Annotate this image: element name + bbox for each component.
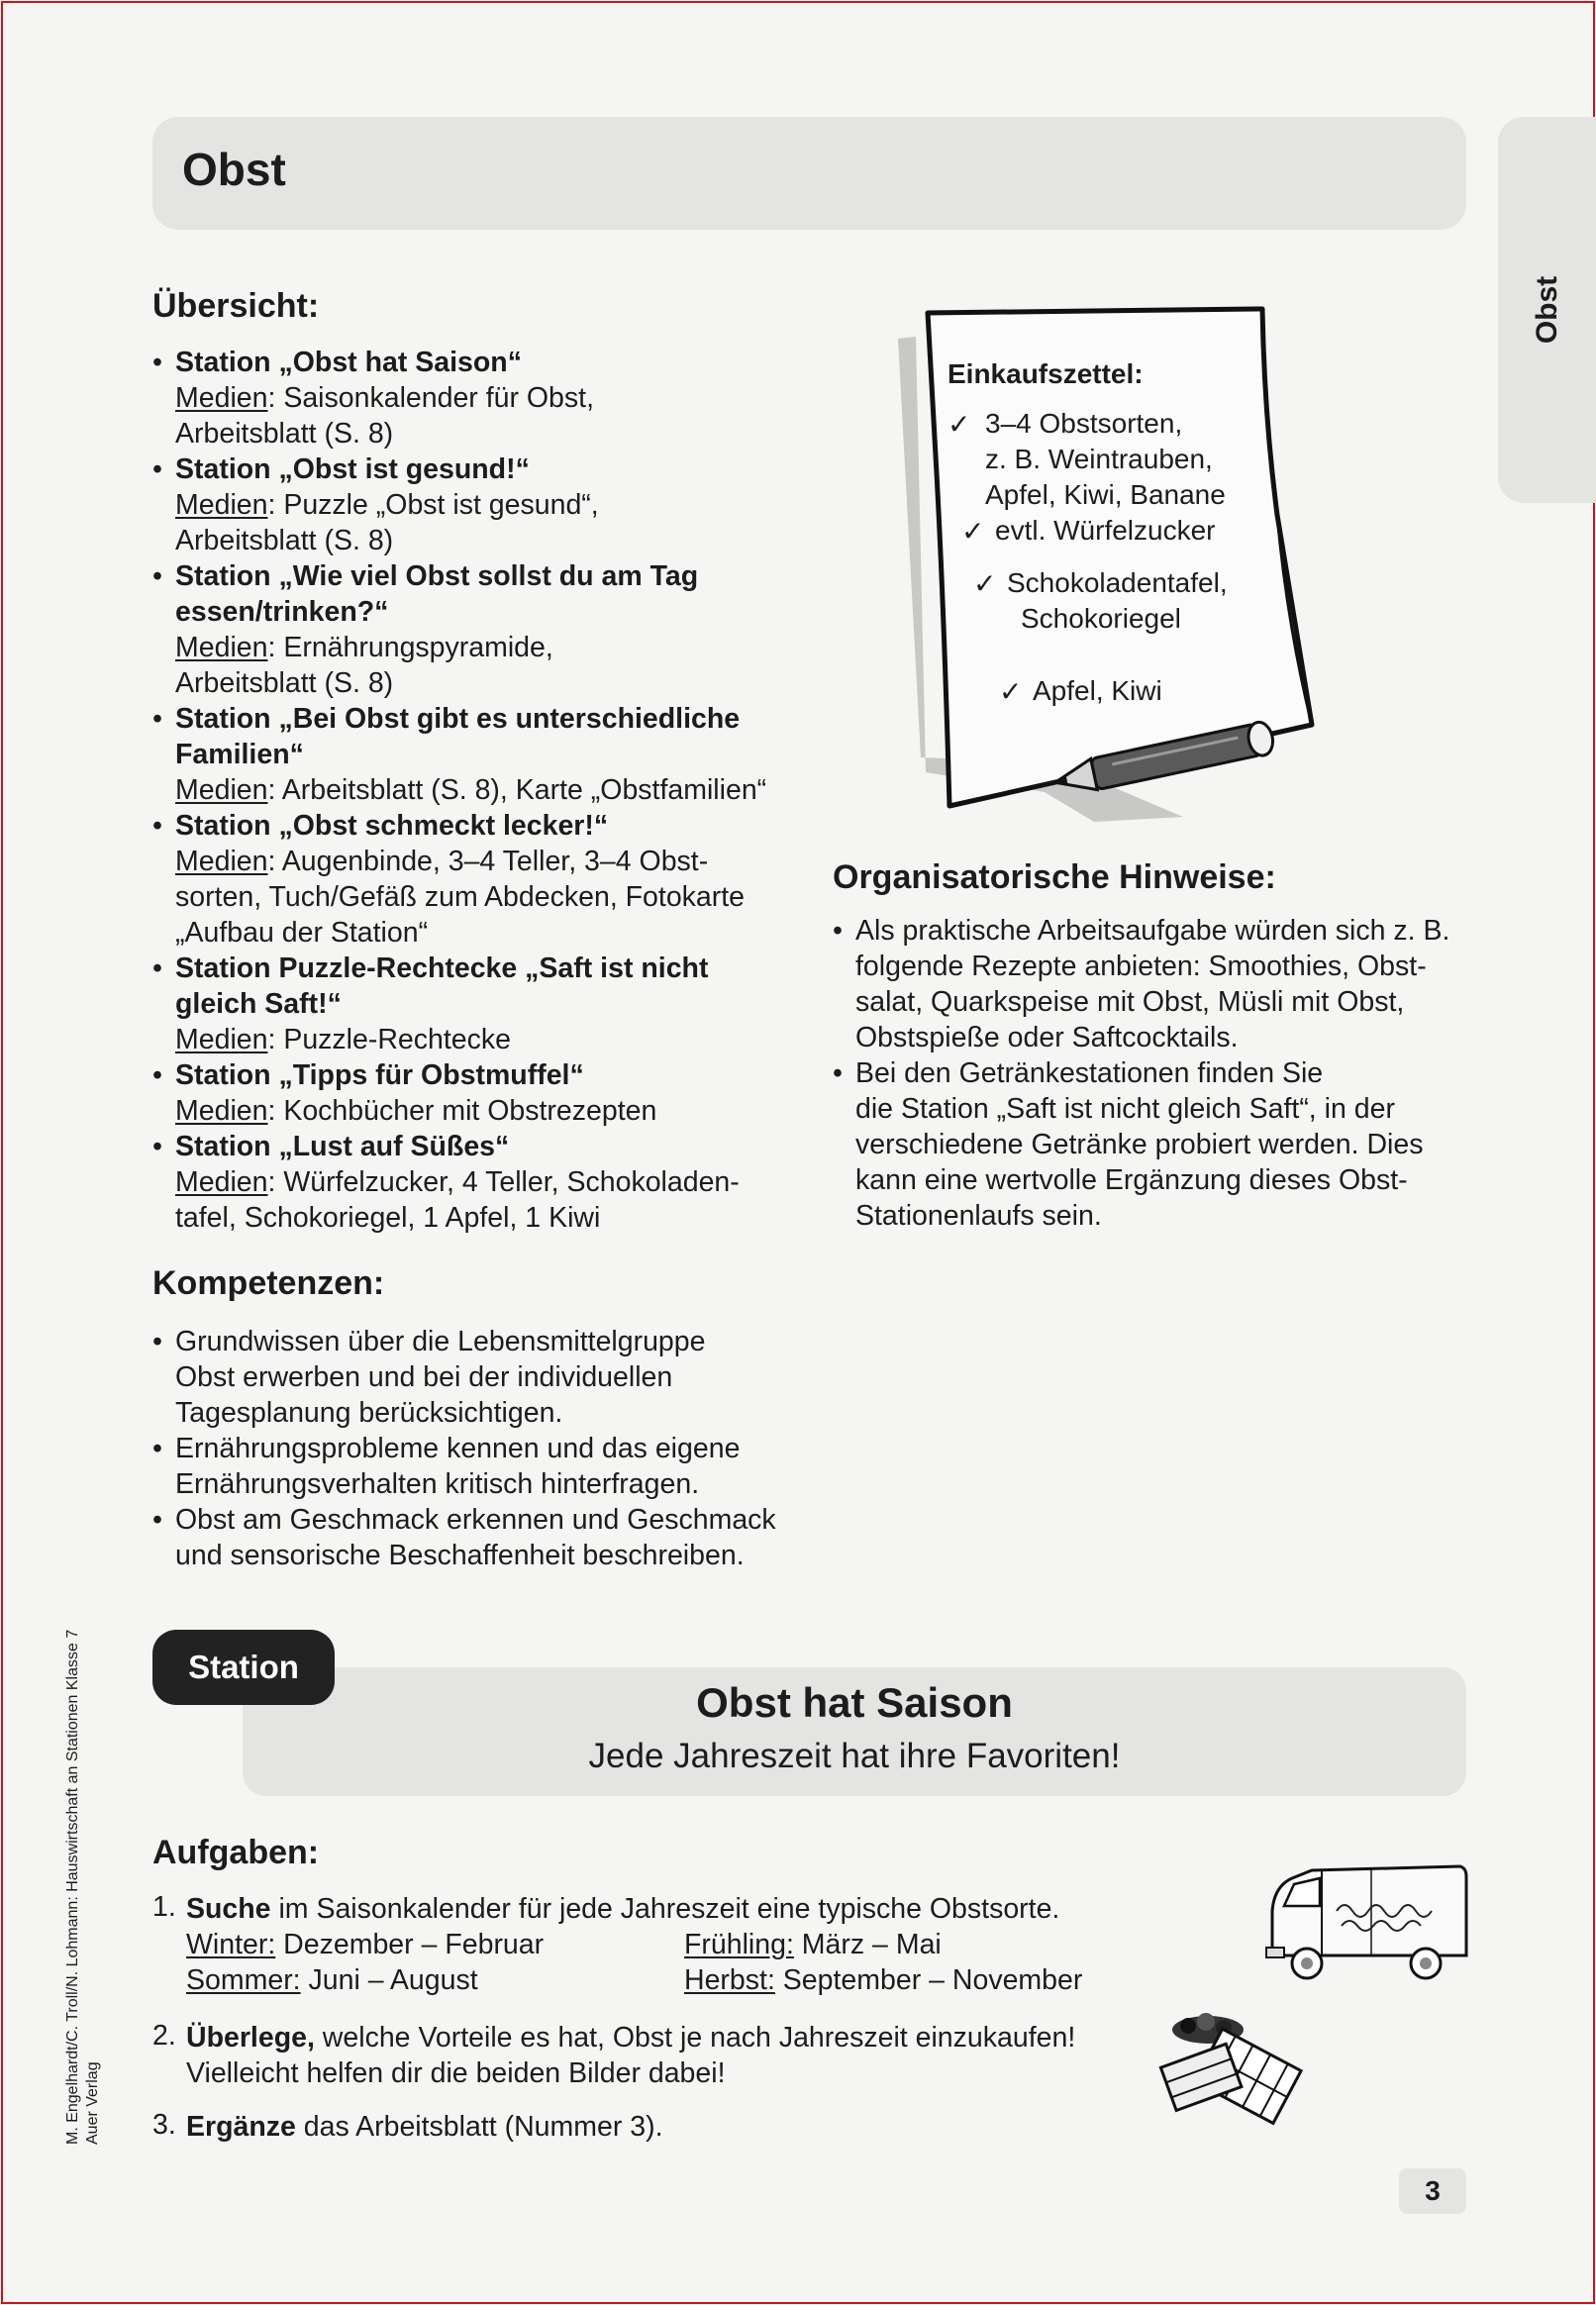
media-label: Medien bbox=[175, 774, 268, 806]
task-3-number: 3. bbox=[152, 2109, 176, 2141]
overview-item bbox=[152, 808, 806, 951]
competence-item-line: • Ernährungsprobleme kennen und das eigene bbox=[175, 1433, 741, 1464]
shopping-list-illustration bbox=[886, 297, 1381, 832]
shopping-list-item: evtl. Würfelzucker bbox=[995, 515, 1216, 546]
checkmark-icon: ✓ bbox=[948, 409, 971, 440]
competence-item-line: und sensorische Beschaffenheit beschreiben. bbox=[175, 1540, 745, 1571]
shopping-list-item: Schokoriegel bbox=[1021, 603, 1181, 634]
season-spring bbox=[684, 1927, 942, 1962]
task-3-text: das Arbeitsblatt (Nummer 3). bbox=[295, 2111, 663, 2143]
task-2-line2: Vielleicht helfen dir die beiden Bilder dabei! bbox=[186, 2057, 726, 2089]
media-line bbox=[175, 772, 806, 808]
overview-item bbox=[152, 951, 806, 1057]
media-text-cont: „Aufbau der Station“ bbox=[175, 917, 429, 949]
media-label: Medien bbox=[175, 1024, 268, 1055]
media-text: : Puzzle „Obst ist gesund“, bbox=[267, 489, 599, 521]
task-2-text: welche Vorteile es hat, Obst je nach Jahreszeit einzukaufen! bbox=[314, 2022, 1076, 2054]
competences-list bbox=[152, 1324, 806, 1573]
organisation-item-line: folgende Rezepte anbieten: Smoothies, Obst- bbox=[855, 951, 1427, 982]
overview-heading: Übersicht: bbox=[152, 287, 320, 325]
shopping-list-item: Apfel, Kiwi, Banane bbox=[985, 479, 1226, 510]
media-text: : Kochbücher mit Obstrezepten bbox=[267, 1095, 657, 1127]
season-winter bbox=[186, 1927, 544, 1962]
overview-list bbox=[152, 345, 806, 1236]
delivery-van-illustration bbox=[1262, 1856, 1470, 1990]
media-text-cont: Arbeitsblatt (S. 8) bbox=[175, 525, 394, 556]
shopping-list-title: Einkaufszettel: bbox=[948, 358, 1144, 389]
competence-item bbox=[152, 1431, 806, 1502]
task-2-verb: Überlege, bbox=[186, 2022, 315, 2054]
organisation-item-line: • Als praktische Arbeitsaufgabe würden sich z. B. bbox=[855, 915, 1450, 947]
media-text-cont: Arbeitsblatt (S. 8) bbox=[175, 667, 394, 699]
organisation-item bbox=[833, 1055, 1466, 1234]
media-text-cont: sorten, Tuch/Gefäß zum Abdecken, Fotokarte bbox=[175, 881, 746, 913]
checkmark-icon: ✓ bbox=[973, 568, 997, 599]
media-text: : Arbeitsblatt (S. 8), Karte „Obstfamilien“ bbox=[267, 774, 767, 806]
station-name: • Station „Lust auf Süßes“ bbox=[175, 1131, 510, 1162]
credit-publisher: Auer Verlag bbox=[84, 2061, 101, 2145]
station-name: gleich Saft!“ bbox=[175, 988, 342, 1020]
overview-item bbox=[152, 1057, 806, 1129]
side-tab bbox=[1498, 117, 1596, 503]
station-name: • Station „Obst ist gesund!“ bbox=[175, 453, 530, 485]
media-text: : Ernährungspyramide, bbox=[267, 632, 553, 663]
task-2-number: 2. bbox=[152, 2020, 176, 2052]
competence-item-line: • Obst am Geschmack erkennen und Geschmack bbox=[175, 1504, 776, 1536]
page-number: 3 bbox=[1399, 2168, 1466, 2214]
task-1 bbox=[186, 1891, 1059, 1927]
task-3-verb: Ergänze bbox=[186, 2111, 296, 2143]
organisation-item-line: Stationenlaufs sein. bbox=[855, 1200, 1102, 1232]
autumn-value: September – November bbox=[774, 1964, 1083, 1996]
side-tab-label: Obst bbox=[1530, 275, 1563, 345]
task-1-text: im Saisonkalender für jede Jahreszeit eine typische Obstsorte. bbox=[270, 1893, 1060, 1925]
organisation-item-line: verschiedene Getränke probiert werden. Dies bbox=[855, 1129, 1424, 1160]
autumn-label: Herbst: bbox=[684, 1964, 775, 1996]
winter-label: Winter: bbox=[186, 1929, 276, 1960]
organisation-list bbox=[833, 913, 1466, 1234]
media-line bbox=[175, 380, 806, 416]
station-banner bbox=[243, 1667, 1466, 1796]
media-line bbox=[175, 1093, 806, 1129]
spring-label: Frühling: bbox=[684, 1929, 794, 1960]
media-line bbox=[175, 487, 806, 523]
competence-item-line: Ernährungsverhalten kritisch hinterfragen. bbox=[175, 1468, 700, 1500]
station-name: • Station „Obst hat Saison“ bbox=[175, 347, 522, 378]
organisation-item-line: kann eine wertvolle Ergänzung dieses Obst- bbox=[855, 1164, 1408, 1196]
media-label: Medien bbox=[175, 632, 268, 663]
task-2 bbox=[186, 2020, 1075, 2055]
organisation-item-line: die Station „Saft ist nicht gleich Saft“, in der bbox=[855, 1093, 1395, 1125]
summer-label: Sommer: bbox=[186, 1964, 301, 1996]
station-name: essen/trinken?“ bbox=[175, 596, 389, 628]
task-1-verb: Suche bbox=[186, 1893, 271, 1925]
media-text: : Puzzle-Rechtecke bbox=[267, 1024, 512, 1055]
competence-item bbox=[152, 1502, 806, 1573]
organisation-item-line: Obstspieße oder Saftcocktails. bbox=[855, 1022, 1239, 1053]
media-line bbox=[175, 1022, 806, 1057]
media-line bbox=[175, 844, 806, 879]
overview-item bbox=[152, 701, 806, 808]
media-line bbox=[175, 1164, 806, 1200]
media-line bbox=[175, 630, 806, 665]
organisation-item-line: • Bei den Getränkestationen finden Sie bbox=[855, 1057, 1324, 1089]
media-label: Medien bbox=[175, 1095, 268, 1127]
checkmark-icon: ✓ bbox=[961, 516, 985, 547]
season-autumn bbox=[684, 1962, 1082, 1998]
winter-value: Dezember – Februar bbox=[275, 1929, 545, 1960]
fruit-crates-illustration bbox=[1158, 2008, 1312, 2142]
summer-value: Juni – August bbox=[300, 1964, 478, 1996]
competence-item-line: • Grundwissen über die Lebensmittelgruppe bbox=[175, 1326, 706, 1357]
station-title: Obst hat Saison bbox=[696, 1679, 1013, 1726]
checkmark-icon: ✓ bbox=[999, 676, 1023, 707]
competence-item-line: Obst erwerben und bei der individuellen bbox=[175, 1361, 673, 1393]
station-name: Familien“ bbox=[175, 739, 304, 770]
media-label: Medien bbox=[175, 1166, 268, 1198]
season-summer bbox=[186, 1962, 478, 1998]
tasks-heading: Aufgaben: bbox=[152, 1834, 320, 1871]
media-text-cont: Arbeitsblatt (S. 8) bbox=[175, 418, 394, 450]
shopping-list-item: Apfel, Kiwi bbox=[1033, 675, 1162, 706]
page-title: Obst bbox=[182, 144, 286, 195]
task-1-number: 1. bbox=[152, 1891, 176, 1923]
shopping-list-item: Schokoladentafel, bbox=[1007, 567, 1228, 598]
overview-item bbox=[152, 558, 806, 701]
station-name: • Station „Tipps für Obstmuffel“ bbox=[175, 1059, 584, 1091]
media-text: : Würfelzucker, 4 Teller, Schokoladen- bbox=[267, 1166, 740, 1198]
competence-item bbox=[152, 1324, 806, 1431]
competence-item-line: Tagesplanung berücksichtigen. bbox=[175, 1397, 563, 1429]
organisation-item bbox=[833, 913, 1466, 1055]
media-label: Medien bbox=[175, 846, 268, 877]
station-name: • Station „Obst schmeckt lecker!“ bbox=[175, 810, 609, 842]
overview-item bbox=[152, 451, 806, 558]
shopping-list-item: 3–4 Obstsorten, bbox=[985, 408, 1183, 439]
media-label: Medien bbox=[175, 489, 268, 521]
station-badge: Station bbox=[152, 1630, 335, 1705]
media-text: : Augenbinde, 3–4 Teller, 3–4 Obst- bbox=[267, 846, 709, 877]
overview-item bbox=[152, 345, 806, 451]
title-bar bbox=[152, 117, 1466, 230]
spring-value: März – Mai bbox=[793, 1929, 942, 1960]
competences-heading: Kompetenzen: bbox=[152, 1264, 385, 1302]
task-3 bbox=[186, 2109, 663, 2145]
media-text: : Saisonkalender für Obst, bbox=[267, 382, 594, 414]
credit bbox=[63, 1630, 103, 2145]
station-name: • Station „Bei Obst gibt es unterschiedliche bbox=[175, 703, 741, 735]
station-name: • Station Puzzle-Rechtecke „Saft ist nicht bbox=[175, 952, 709, 984]
overview-item bbox=[152, 1129, 806, 1236]
shopping-list-item: z. B. Weintrauben, bbox=[985, 444, 1213, 474]
credit-authors: M. Engelhardt/C. Troll/N. Lohmann: Hauswirtschaft an Stationen Klasse 7 bbox=[64, 1629, 81, 2145]
media-label: Medien bbox=[175, 382, 268, 414]
station-name: • Station „Wie viel Obst sollst du am Tag bbox=[175, 560, 699, 592]
media-text-cont: tafel, Schokoriegel, 1 Apfel, 1 Kiwi bbox=[175, 1202, 601, 1234]
organisation-item-line: salat, Quarkspeise mit Obst, Müsli mit Obst, bbox=[855, 986, 1405, 1018]
station-subtitle: Jede Jahreszeit hat ihre Favoriten! bbox=[588, 1737, 1121, 1775]
organisation-heading: Organisatorische Hinweise: bbox=[833, 858, 1276, 896]
